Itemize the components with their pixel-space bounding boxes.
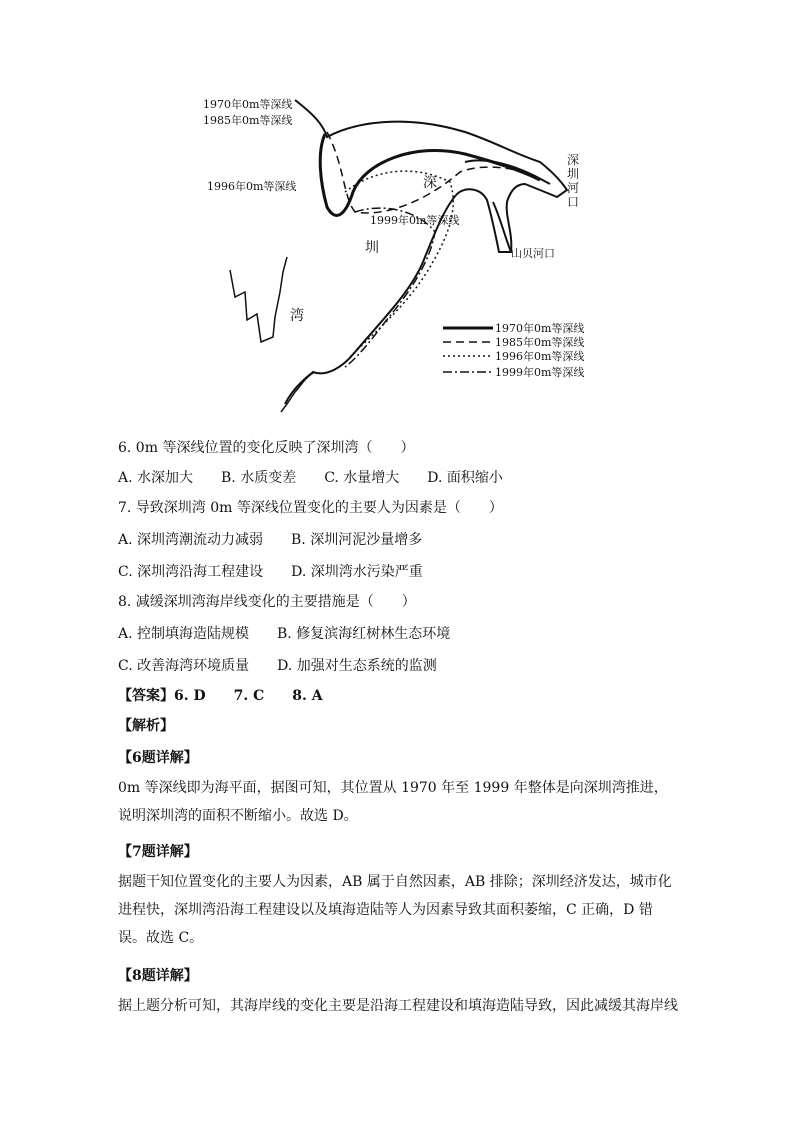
question-7: 7. 导致深圳湾 0m 等深线位置变化的主要人为因素是（ ） (118, 500, 503, 516)
label-1970: 1970年0m等深线 (203, 98, 293, 111)
label-shen: 深 (423, 175, 437, 191)
label-zhen: 圳 (365, 240, 379, 256)
detail-7-text: 据题干知位置变化的主要人为因素，AB 属于自然因素，AB 排除；深圳经济发达，城市化进程快，深圳湾沿海工程建设以及填海造陆等人为因素导致其面积萎缩，C 正确，D 错误。故选 C。 (118, 874, 672, 946)
question-8: 8. 减缓深圳湾海岸线变化的主要措施是（ ） (118, 594, 416, 610)
south-shore (281, 372, 315, 412)
legend-1970: 1970年0m等深线 (495, 322, 585, 335)
label-wan: 湾 (290, 308, 304, 324)
legend-1985: 1985年0m等深线 (495, 336, 585, 349)
question-7-options-ab: A. 深圳湾潮流动力减弱 B. 深圳河泥沙量增多 (118, 532, 423, 548)
question-6: 6. 0m 等深线位置的变化反映了深圳湾（ ） (118, 440, 415, 456)
question-8-options-cd: C. 改善海湾环境质量 D. 加强对生态系统的监测 (118, 658, 437, 674)
question-7-options-cd: C. 深圳湾沿海工程建设 D. 深圳湾水污染严重 (118, 564, 423, 580)
contour-1999 (345, 208, 435, 367)
contour-1996 (345, 171, 453, 357)
question-8-options-ab: A. 控制填海造陆规模 B. 修复滨海红树林生态环境 (118, 626, 451, 642)
shenzhen-river-channel (465, 160, 550, 184)
legend-1999: 1999年0m等深线 (495, 366, 585, 379)
shanbei-river-channel (493, 202, 511, 252)
label-1996: 1996年0m等深线 (207, 180, 297, 193)
detail-8-text: 据上题分析可知，其海岸线的变化主要是沿海工程建设和填海造陆导致，因此减缓其海岸线 (118, 998, 678, 1014)
detail-6-text: 0m 等深线即为海平面，据图可知，其位置从 1970 年至 1999 年整体是向深圳湾推进，说明深圳湾的面积不断缩小。故选 D。 (118, 780, 668, 824)
map-legend (443, 321, 584, 379)
question-6-options: A. 水深加大 B. 水质变差 C. 水量增大 D. 面积缩小 (118, 470, 503, 486)
analysis-title: 【解析】 (118, 718, 174, 734)
detail-7-title: 【7题详解】 (118, 844, 198, 860)
label-1999: 1999年0m等深线 (370, 214, 460, 227)
west-shore (230, 257, 287, 342)
legend-1996: 1996年0m等深线 (495, 350, 585, 363)
detail-8-title: 【8题详解】 (118, 968, 198, 984)
detail-6-title: 【6题详解】 (118, 750, 198, 766)
label-river-2: 圳 (567, 167, 580, 181)
label-river-4: 口 (567, 195, 580, 209)
label-river-1: 深 (567, 153, 580, 167)
label-1985: 1985年0m等深线 (203, 114, 293, 127)
label-shanbei: 山贝河口 (511, 247, 555, 260)
answer: 【答案】6. D 7. C 8. A (118, 688, 323, 704)
label-river-3: 河 (567, 181, 580, 195)
shenzhen-bay-map (195, 92, 605, 424)
